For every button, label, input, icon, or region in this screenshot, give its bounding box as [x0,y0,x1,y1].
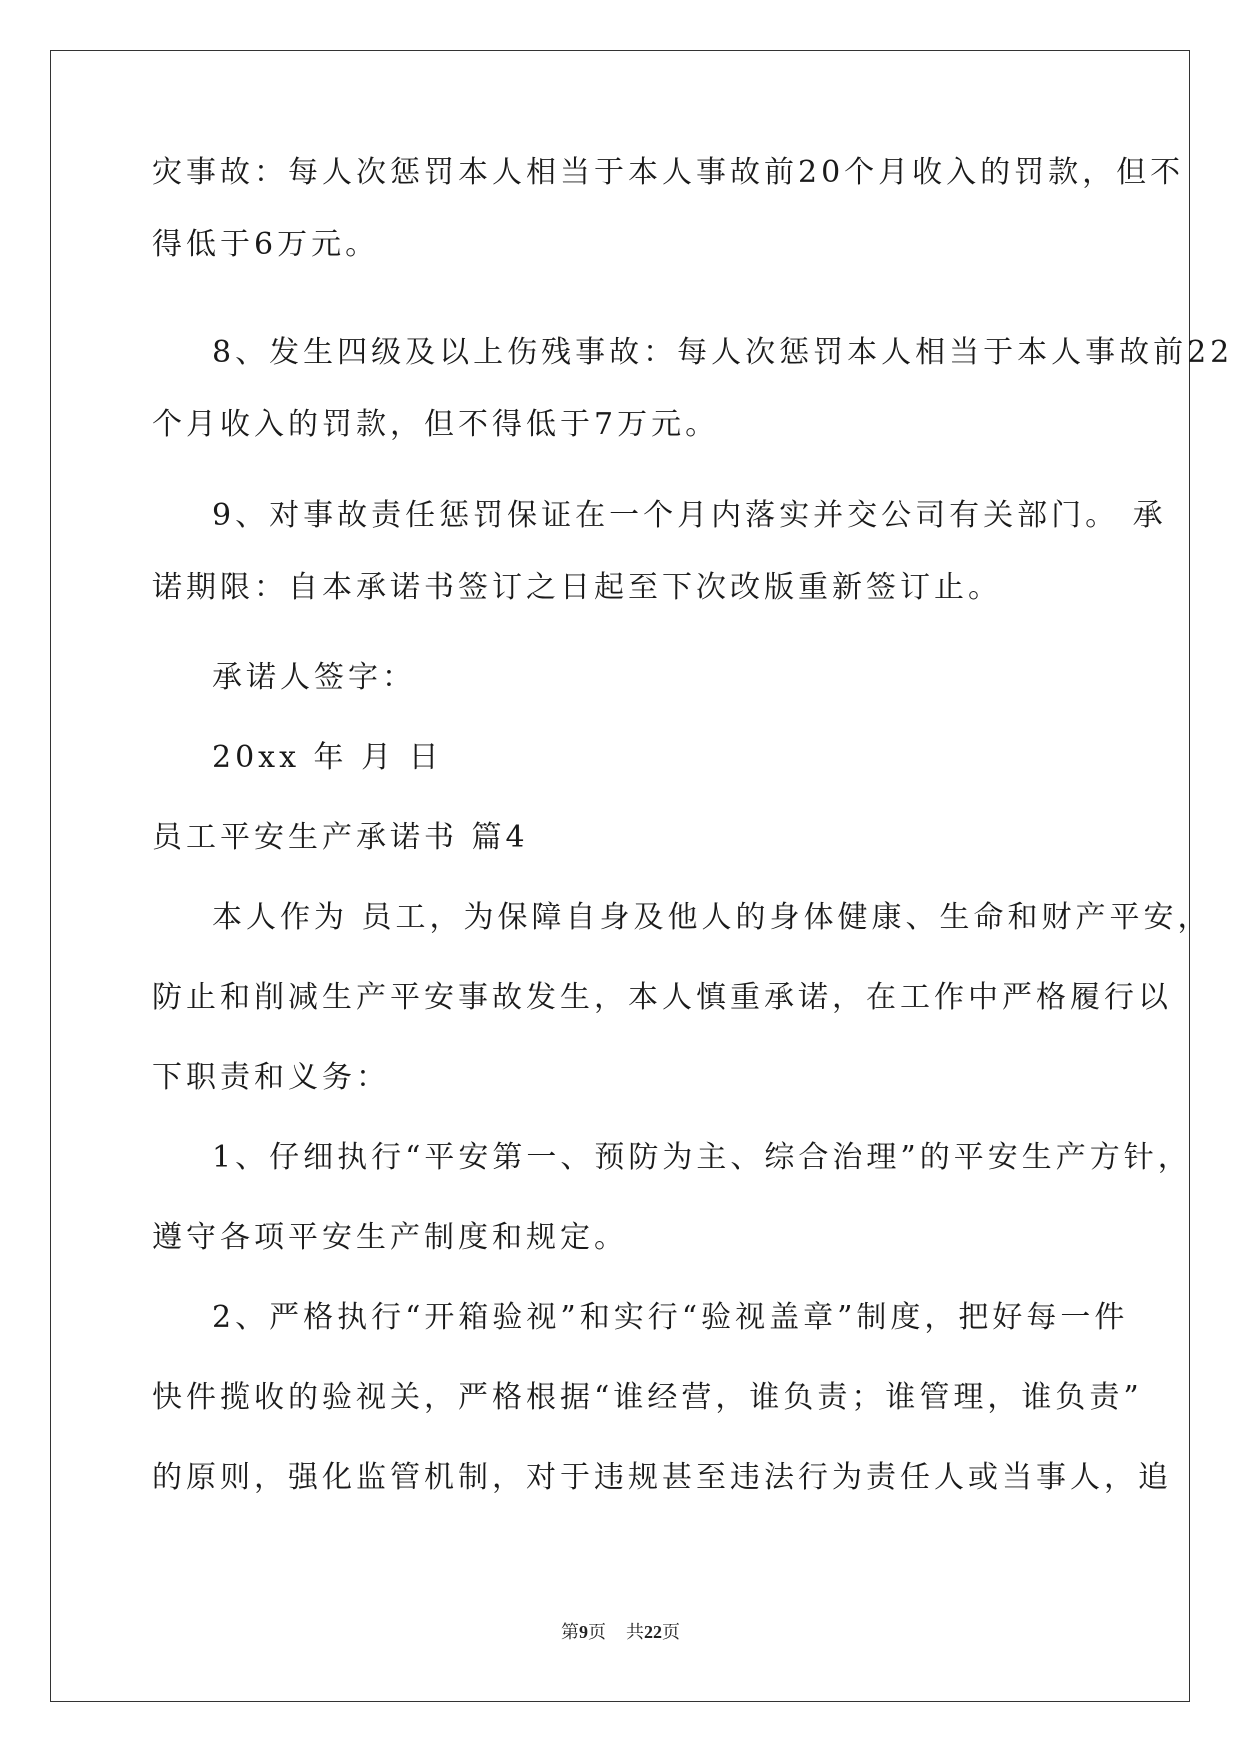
page-footer [0,1618,1241,1644]
text-line: 个月收入的罚款，但不得低于7万元。 [152,407,720,442]
total-pages: 22 [644,1622,662,1642]
text-line: 8、发生四级及以上伤残事故：每人次惩罚本人相当于本人事故前22 [212,335,1234,370]
page-prefix: 第 [561,1622,579,1642]
page-border [50,50,1190,1702]
text-line: 下职责和义务： [152,1060,390,1095]
total-prefix: 共 [626,1622,644,1642]
page-number: 9 [579,1622,588,1642]
text-line: 防止和削减生产平安事故发生，本人慎重承诺，在工作中严格履行以 [152,980,1172,1015]
text-line: 灾事故：每人次惩罚本人相当于本人事故前20个月收入的罚款，但不 [152,155,1185,190]
text-line: 遵守各项平安生产制度和规定。 [152,1220,628,1255]
signature-label: 承诺人签字： [212,660,416,695]
date-line: 20xx 年 月 日 [212,740,443,775]
text-line: 1、仔细执行“平安第一、预防为主、综合治理”的平安生产方针， [212,1140,1192,1175]
text-line: 得低于6万元。 [152,227,380,262]
text-line: 诺期限：自本承诺书签订之日起至下次改版重新签订止。 [152,570,1002,605]
text-line: 快件揽收的验视关，严格根据“谁经营，谁负责；谁管理，谁负责” [152,1380,1143,1415]
page-suffix: 页 [588,1622,606,1642]
text-line: 的原则，强化监管机制，对于违规甚至违法行为责任人或当事人，追 [152,1460,1172,1495]
total-suffix: 页 [662,1622,680,1642]
section-title: 员工平安生产承诺书 篇4 [152,820,529,855]
text-line: 9、对事故责任惩罚保证在一个月内落实并交公司有关部门。 承 [212,498,1167,533]
text-line: 2、严格执行“开箱验视”和实行“验视盖章”制度，把好每一件 [212,1300,1129,1335]
text-line: 本人作为 员工，为保障自身及他人的身体健康、生命和财产平安， [212,900,1212,935]
